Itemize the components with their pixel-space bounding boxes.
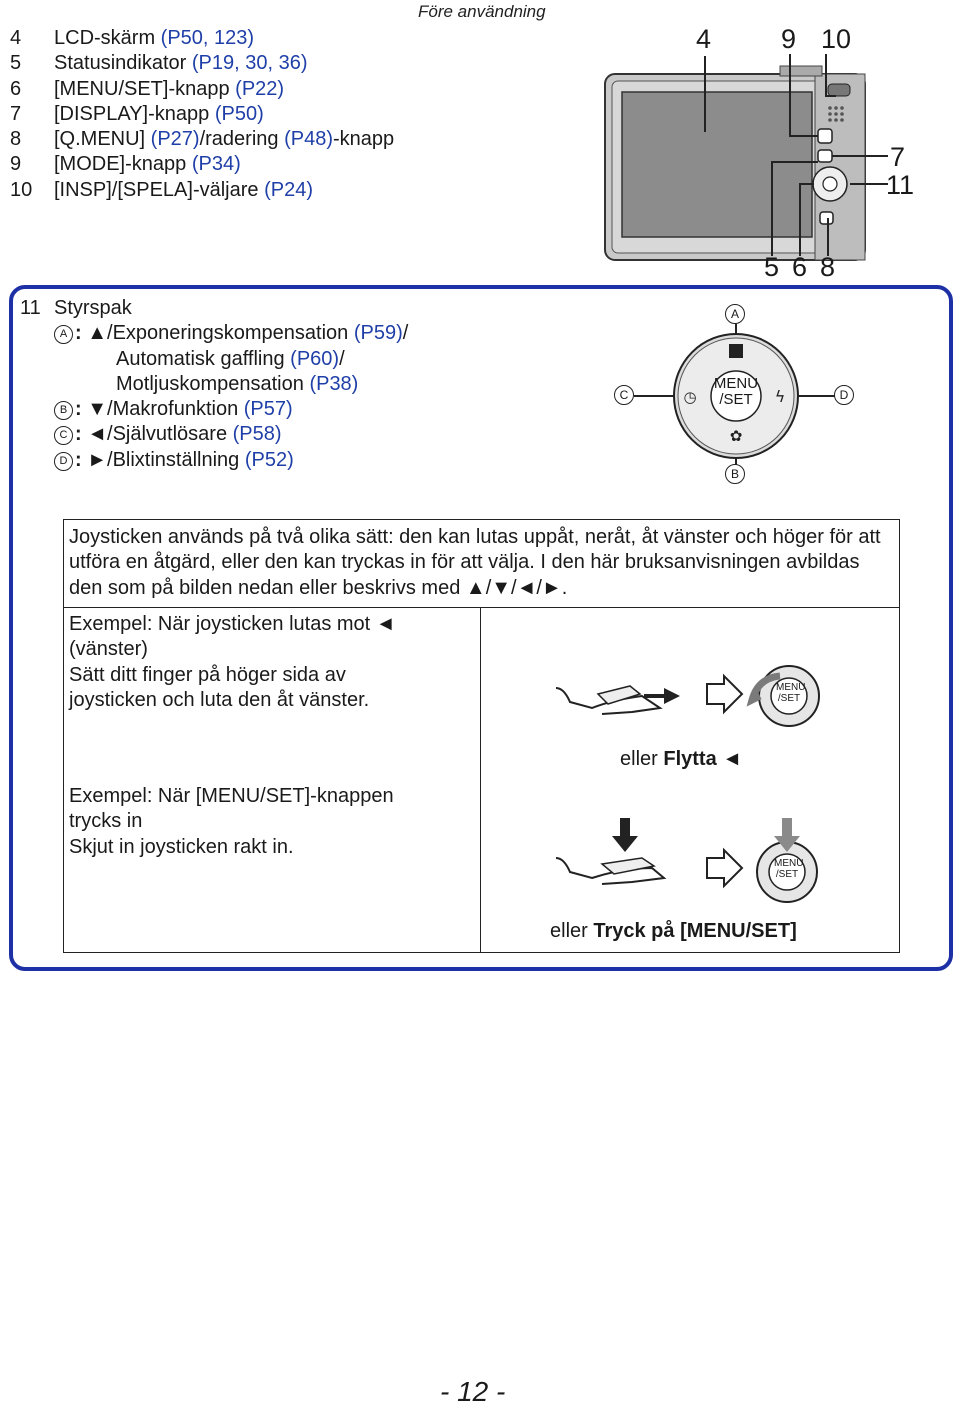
parts-list	[10, 26, 394, 203]
caption1-prefix: eller	[620, 748, 664, 770]
function-tail: /	[339, 347, 345, 370]
function-name: /Blixtinställning	[107, 448, 245, 471]
usage-table	[63, 519, 900, 953]
svg-text:✿: ✿	[729, 427, 743, 445]
parts-list-item	[10, 51, 394, 76]
parts-list-text	[54, 178, 313, 203]
camera-back-illustration	[600, 24, 930, 284]
page-reference: (P19, 30, 36)	[191, 52, 308, 75]
parts-list-number: 6	[10, 77, 22, 100]
function-name: /Exponeringskompensation	[107, 322, 354, 345]
page-reference: (P22)	[235, 77, 285, 100]
part-name: [DISPLAY]-knapp	[54, 102, 215, 125]
page-reference: (P50, 123)	[160, 27, 255, 49]
pad-center-line2: /SET	[719, 391, 753, 408]
callout-4: 4	[696, 24, 712, 54]
parts-list-number: 5	[10, 52, 22, 75]
parts-list-number: 4	[10, 27, 22, 49]
joystick-item-line: B : ▼/Makrofunktion (P57)	[20, 397, 408, 422]
page-number: - 12 -	[440, 1376, 506, 1407]
part-name: LCD-skärm	[54, 27, 161, 49]
page-reference: (P60)	[290, 347, 340, 370]
section-title: Styrspak	[54, 297, 132, 319]
example1-line2: (vänster)	[69, 638, 148, 661]
parts-list-number: 10	[10, 178, 33, 201]
parts-list-item	[10, 102, 394, 127]
pad-label-right: D	[834, 385, 854, 405]
direction-letter: A	[54, 325, 73, 344]
mini-pad-line2: /SET	[777, 693, 801, 704]
callout-8: 8	[820, 252, 836, 282]
mini-pad2-line1: MENU	[774, 858, 804, 869]
parts-list-text	[54, 127, 394, 152]
usage-intro: Joysticken används på två olika sätt: den kan lutas uppåt, neråt, åt vänster och höger för att utföra en åtgärd, eller den kan tryckas in för att välja. I den här bruksanvisningen avbildas den som på bilden nedan eller beskrivs med ▲/▼/◄/►.	[69, 526, 881, 599]
function-tail: /	[402, 322, 409, 345]
page-reference: (P34)	[191, 153, 241, 176]
section-number: 11	[20, 297, 41, 319]
svg-text:ϟ: ϟ	[774, 387, 786, 406]
part-name: [MENU/SET]-knapp	[54, 77, 236, 100]
example2-line1: Exempel: När [MENU/SET]-knappen	[69, 785, 394, 807]
parts-list-text	[54, 26, 254, 51]
parts-list-number: 9	[10, 153, 22, 176]
part-name: [MODE]-knapp	[54, 153, 192, 176]
parts-list-item	[10, 178, 394, 203]
mini-pad2-line2: /SET	[775, 869, 799, 880]
example1-line3: Sätt ditt finger på höger sida av	[69, 663, 346, 686]
joystick-item-line: C : ◄/Självutlösare (P58)	[20, 422, 408, 447]
page-reference: (P48)	[284, 128, 333, 151]
callout-5: 5	[764, 252, 780, 282]
part-name-tail: /radering	[199, 128, 285, 151]
joystick-item-line: A : ▲/Exponeringskompensation (P59)/	[20, 321, 408, 346]
direction-letter: B	[54, 401, 73, 420]
callout-6: 6	[792, 252, 808, 282]
direction-arrow: ►	[87, 448, 108, 471]
callout-11: 11	[886, 170, 915, 200]
tilt-left-illustration	[552, 660, 827, 740]
joystick-item-line	[20, 372, 408, 397]
page-reference: (P38)	[309, 372, 359, 395]
section-header: Före användning	[418, 2, 546, 21]
mini-pad-label	[776, 682, 806, 704]
parts-list-text	[54, 77, 284, 102]
example1-line4: joysticken och luta den åt vänster.	[69, 688, 370, 711]
example1-line1: Exempel: När joysticken lutas mot ◄	[69, 613, 396, 635]
pad-center-line1: MENU	[713, 375, 759, 392]
parts-list-item	[10, 152, 394, 177]
callout-9: 9	[781, 24, 797, 54]
parts-list-text	[54, 102, 264, 127]
function-name: Automatisk gaffling	[116, 347, 291, 370]
pad-label-bottom: B	[725, 464, 745, 484]
function-name: /Makrofunktion	[107, 398, 244, 421]
page-reference: (P52)	[244, 448, 294, 471]
direction-letter: D	[54, 452, 73, 471]
example-press-in	[69, 784, 469, 860]
parts-list-text	[54, 152, 241, 177]
svg-text:◷: ◷	[683, 388, 697, 406]
example2-line3: Skjut in joysticken rakt in.	[69, 835, 294, 858]
press-in-illustration	[552, 814, 827, 904]
function-name: /Självutlösare	[107, 423, 233, 446]
caption2-bold: Tryck på [MENU/SET]	[593, 920, 797, 942]
caption1-suffix: ◄	[716, 748, 743, 770]
part-name: Statusindikator	[54, 52, 192, 75]
page-reference: (P50)	[214, 102, 264, 125]
example-tilt-left	[69, 612, 469, 713]
page-reference: (P57)	[243, 398, 293, 421]
parts-list-item	[10, 26, 394, 51]
parts-list-item	[10, 77, 394, 102]
joystick-item-line	[20, 347, 408, 372]
pad-label-top: A	[725, 304, 745, 324]
direction-letter: C	[54, 426, 73, 445]
pad-center-label	[710, 376, 762, 408]
parts-list-text	[54, 51, 307, 76]
parts-list-number: 8	[10, 128, 22, 151]
direction-arrow: ◄	[87, 423, 108, 446]
callout-7: 7	[890, 142, 906, 172]
page-reference: (P27)	[150, 128, 200, 151]
joystick-pad-illustration	[598, 296, 878, 492]
joystick-item-line: D : ►/Blixtinställning (P52)	[20, 448, 408, 473]
page-reference: (P58)	[232, 423, 282, 446]
caption2-prefix: eller	[550, 920, 594, 942]
part-name-tail: -knapp	[332, 128, 395, 151]
example2-line2: trycks in	[69, 810, 143, 833]
caption-move-left	[620, 748, 742, 771]
caption1-bold: Flytta	[663, 748, 717, 770]
mini-pad-line1: MENU	[776, 682, 806, 693]
parts-list-item	[10, 127, 394, 152]
parts-list-number: 7	[10, 102, 22, 125]
page-reference: (P24)	[264, 178, 313, 201]
caption-press-menu-set	[550, 920, 797, 943]
page-reference: (P59)	[353, 322, 403, 345]
direction-arrow: ▲	[87, 322, 108, 345]
mini-pad-label-2	[774, 858, 804, 880]
callout-10: 10	[821, 24, 852, 54]
direction-arrow: ▼	[87, 398, 108, 421]
function-name: Motljuskompensation	[116, 372, 310, 395]
part-name: [Q.MENU]	[54, 128, 151, 151]
part-name: [INSP]/[SPELA]-väljare	[54, 178, 265, 201]
joystick-description	[20, 296, 408, 473]
pad-label-left: C	[614, 385, 634, 405]
